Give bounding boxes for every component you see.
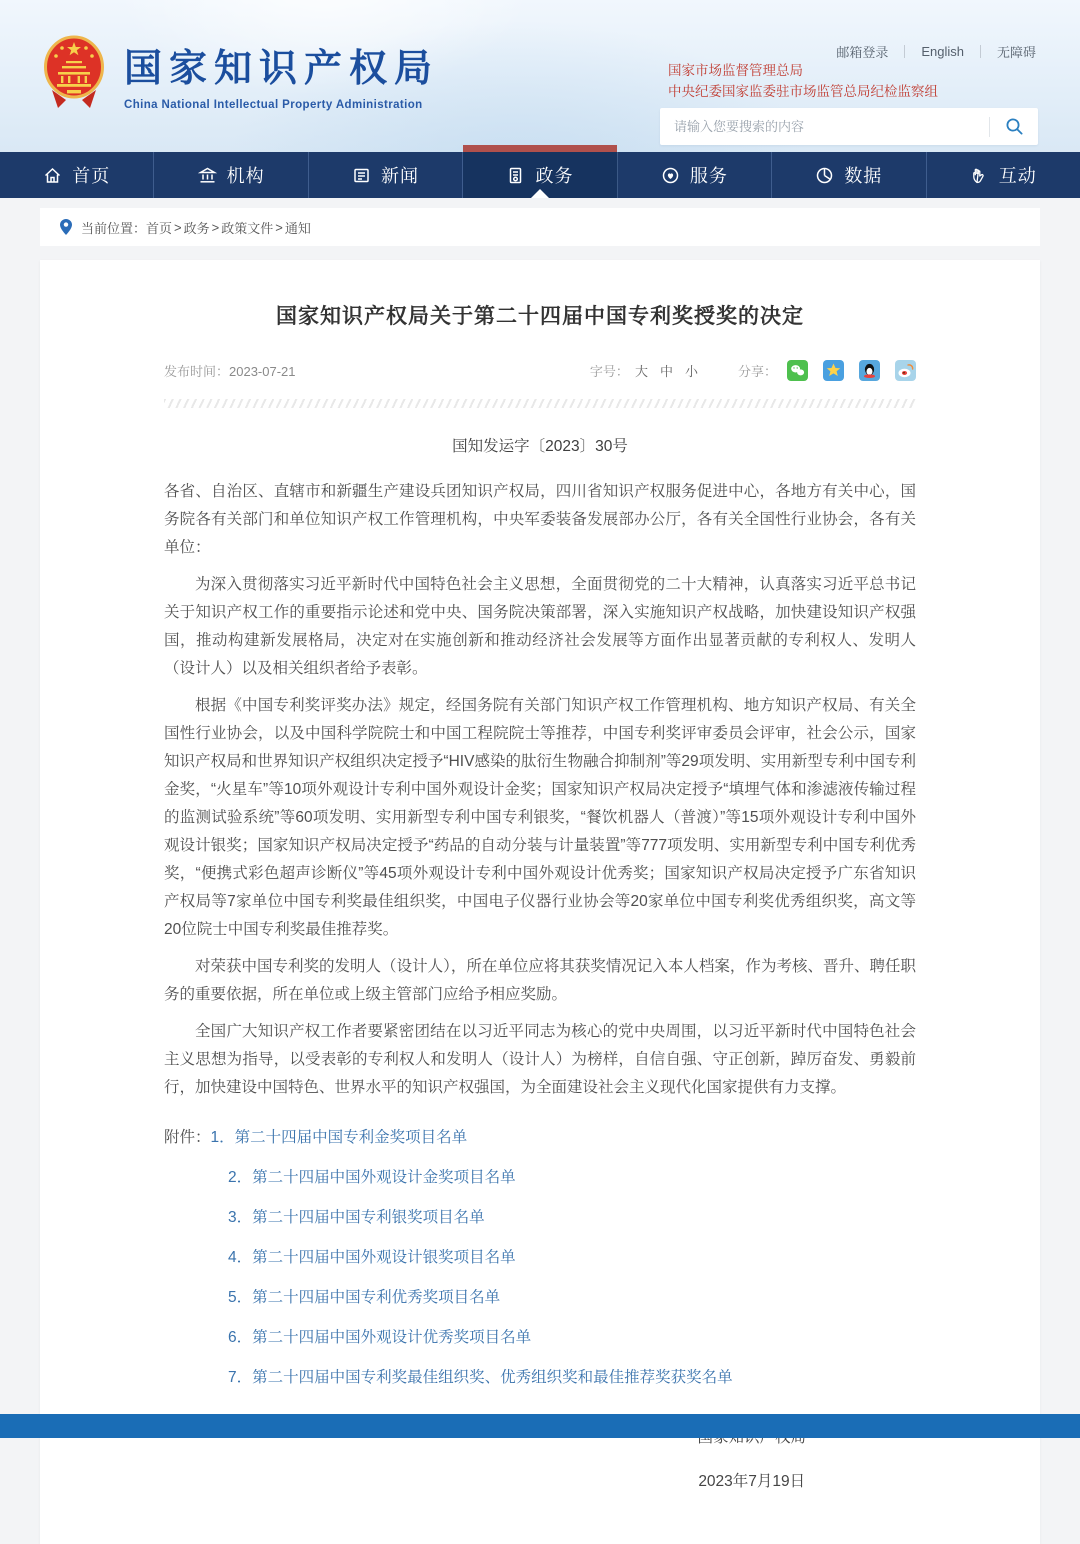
nav-tab-org[interactable] [154,152,308,198]
breadcrumb-separator: > [211,219,220,235]
qzone-icon [823,360,844,381]
qq-share-button[interactable] [859,360,880,381]
hand-icon [970,166,989,185]
nav-tab-news[interactable] [309,152,463,198]
wechat-share-button[interactable] [787,360,808,381]
article-meta [164,360,916,381]
search-button[interactable] [990,108,1038,145]
home-icon [43,166,62,185]
article-body [164,478,916,1102]
document-icon [506,166,525,185]
attachment-link-2[interactable]: 2．第二十四届中国外观设计金奖项目名单 [228,1169,516,1186]
paragraph-3: 对荣获中国专利奖的发明人（设计人），所在单位应将其获奖情况记入本人档案，作为考核、晋升、聘任职务的重要依据，所在单位或上级主管部门应给予相应奖励。 [164,958,916,1003]
search-bar [660,108,1038,145]
weibo-share-button[interactable] [895,360,916,381]
attachment-row [164,1198,916,1238]
nav-tab-label: 政务 [535,166,574,186]
attachment-row [164,1238,916,1278]
attachment-row [164,1358,916,1398]
news-icon [352,166,371,185]
fontsize-small-button[interactable]: 小 [684,364,698,379]
article-card [40,260,1040,1544]
attachments-label: 附件： [164,1129,211,1146]
location-pin-icon [60,219,72,235]
search-input[interactable] [660,119,989,134]
weibo-icon [895,360,916,381]
breadcrumb-item-gov[interactable]: 政务 [183,220,210,236]
attachment-link-5[interactable]: 5．第二十四届中国专利优秀奖项目名单 [228,1289,501,1306]
document-number: 国知发运字〔2023〕30号 [452,438,628,455]
paragraph-2: 根据《中国专利奖评奖办法》规定，经国务院有关部门知识产权工作管理机构、地方知识产权局、有关全国性行业协会，以及中国科学院院士和中国工程院院士等推荐，中国专利奖评审委员会评审，社会公示，国家知识产权局和世界知识产权组织决定授予“HIV感染的肽衍生物融合抑制剂”等29项发明、实用新型专利中国专利金奖，“火星车”等10项外观设计专利中国外观设计金奖；国家知识产权局决定授予“填埋气体和渗滤液传输过程的监测试验系统”等60项发明、实用新型专利中国专利银奖，“餐饮机器人（普渡）”等15项外观设计专利中国外观设计银奖；国家知识产权局决定授予“药品的自动分装与计量装置”等777项发明、实用新型专利中国专利优秀奖，“便携式彩色超声诊断仪”等45项外观设计专利中国外观设计优秀奖；国家知识产权局决定授予广东省知识产权局等7家单位中国专利奖最佳组织奖，中国电子仪器行业协会等20家单位中国专利奖优秀组织奖，高文等20位院士中国专利奖最佳推荐奖。 [164,697,916,938]
nav-tab-label: 机构 [226,166,265,186]
national-emblem-icon [42,34,106,114]
qzone-share-button[interactable] [823,360,844,381]
service-icon [661,166,680,185]
nav-tab-label: 数据 [844,166,883,186]
attachment-link-6[interactable]: 6．第二十四届中国外观设计优秀奖项目名单 [228,1329,532,1346]
bank-icon [198,166,217,185]
attachment-link-4[interactable]: 4．第二十四届中国外观设计银奖项目名单 [228,1249,516,1266]
share-label: 分享： [737,364,777,379]
fontsize-label: 字号： [589,364,629,379]
attachment-row [164,1318,916,1358]
attachment-link-1[interactable]: 1．第二十四届中国专利金奖项目名单 [210,1129,468,1146]
mail-login-link[interactable]: 邮箱登录 [836,45,889,60]
signature-date: 2023年7月19日 [698,1473,806,1490]
attachment-link-7[interactable]: 7．第二十四届中国专利奖最佳组织奖、优秀组织奖和最佳推荐奖获奖名单 [228,1369,733,1386]
attachment-row [164,1278,916,1318]
search-icon [1005,117,1024,136]
site-title: 国家知识产权局 [124,48,440,90]
related-org-links [668,60,938,102]
site-subtitle: China National Intellectual Property Administration [124,99,423,111]
publish-date: 2023-07-21 [229,364,296,379]
nav-tab-service[interactable] [618,152,772,198]
attachment-row [164,1118,916,1158]
fontsize-medium-button[interactable]: 中 [659,364,673,379]
attachment-row [164,1158,916,1198]
hatched-divider [164,399,916,408]
breadcrumb [40,208,1040,246]
page-title: 国家知识产权局关于第二十四届中国专利奖授奖的决定 [276,305,804,328]
nav-tab-gov[interactable] [463,152,617,198]
org-link-discipline[interactable]: 中央纪委国家监委驻市场监管总局纪检监察组 [668,84,938,99]
site-logo[interactable] [42,34,439,114]
divider [904,45,905,58]
nav-tab-label: 新闻 [381,166,420,186]
site-header [0,0,1080,152]
nav-tab-data[interactable] [772,152,926,198]
nav-tab-home[interactable] [0,152,154,198]
paragraph-4: 全国广大知识产权工作者要紧密团结在以习近平同志为核心的党中央周围，以习近平新时代中国特色社会主义思想为指导，以受表彰的专利权人和发明人（设计人）为榜样，自信自强、守正创新，踔厉奋发、勇毅前行，加快建设中国特色、世界水平的知识产权强国，为全面建设社会主义现代化国家提供有力支撑。 [164,1023,916,1096]
nav-tab-interact[interactable] [927,152,1080,198]
paragraph-1: 为深入贯彻落实习近平新时代中国特色社会主义思想，全面贯彻党的二十大精神，认真落实习近平总书记关于知识产权工作的重要指示论述和党中央、国务院决策部署，深入实施知识产权战略，加快建设知识产权强国，推动构建新发展格局，决定对在实施创新和推动经济社会发展等方面作出显著贡献的专利权人、发明人（设计人）以及相关组织者给予表彰。 [164,576,916,677]
fontsize-large-button[interactable]: 大 [634,364,648,379]
chart-icon [815,166,834,185]
breadcrumb-item-notice[interactable]: 通知 [284,220,311,236]
wechat-icon [787,360,808,381]
main-nav [0,152,1080,198]
nav-tab-label: 服务 [689,166,728,186]
publish-time-label: 发布时间： [164,364,230,379]
nav-tab-label: 首页 [72,166,111,186]
nav-tab-label: 互动 [998,166,1037,186]
english-link[interactable]: English [921,44,964,59]
breadcrumb-separator: > [174,219,182,235]
footer-bar [0,1414,1080,1438]
attachment-link-3[interactable]: 3．第二十四届中国专利银奖项目名单 [228,1209,485,1226]
breadcrumb-label: 当前位置： [81,220,147,236]
utility-links [836,42,1036,61]
attachments-list [164,1118,916,1398]
qq-icon [859,360,880,381]
breadcrumb-item-policy[interactable]: 政策文件 [221,220,274,236]
org-link-samr[interactable]: 国家市场监督管理总局 [668,63,803,78]
paragraph-addressees: 各省、自治区、直辖市和新疆生产建设兵团知识产权局，四川省知识产权服务促进中心，各地方有关中心，国务院各有关部门和单位知识产权工作管理机构，中央军委装备发展部办公厅，各有关全国性行业协会，各有关单位： [164,483,916,556]
divider [980,45,981,58]
breadcrumb-item-home[interactable]: 首页 [146,220,173,236]
breadcrumb-separator: > [275,219,283,235]
accessibility-link[interactable]: 无障碍 [996,45,1036,60]
